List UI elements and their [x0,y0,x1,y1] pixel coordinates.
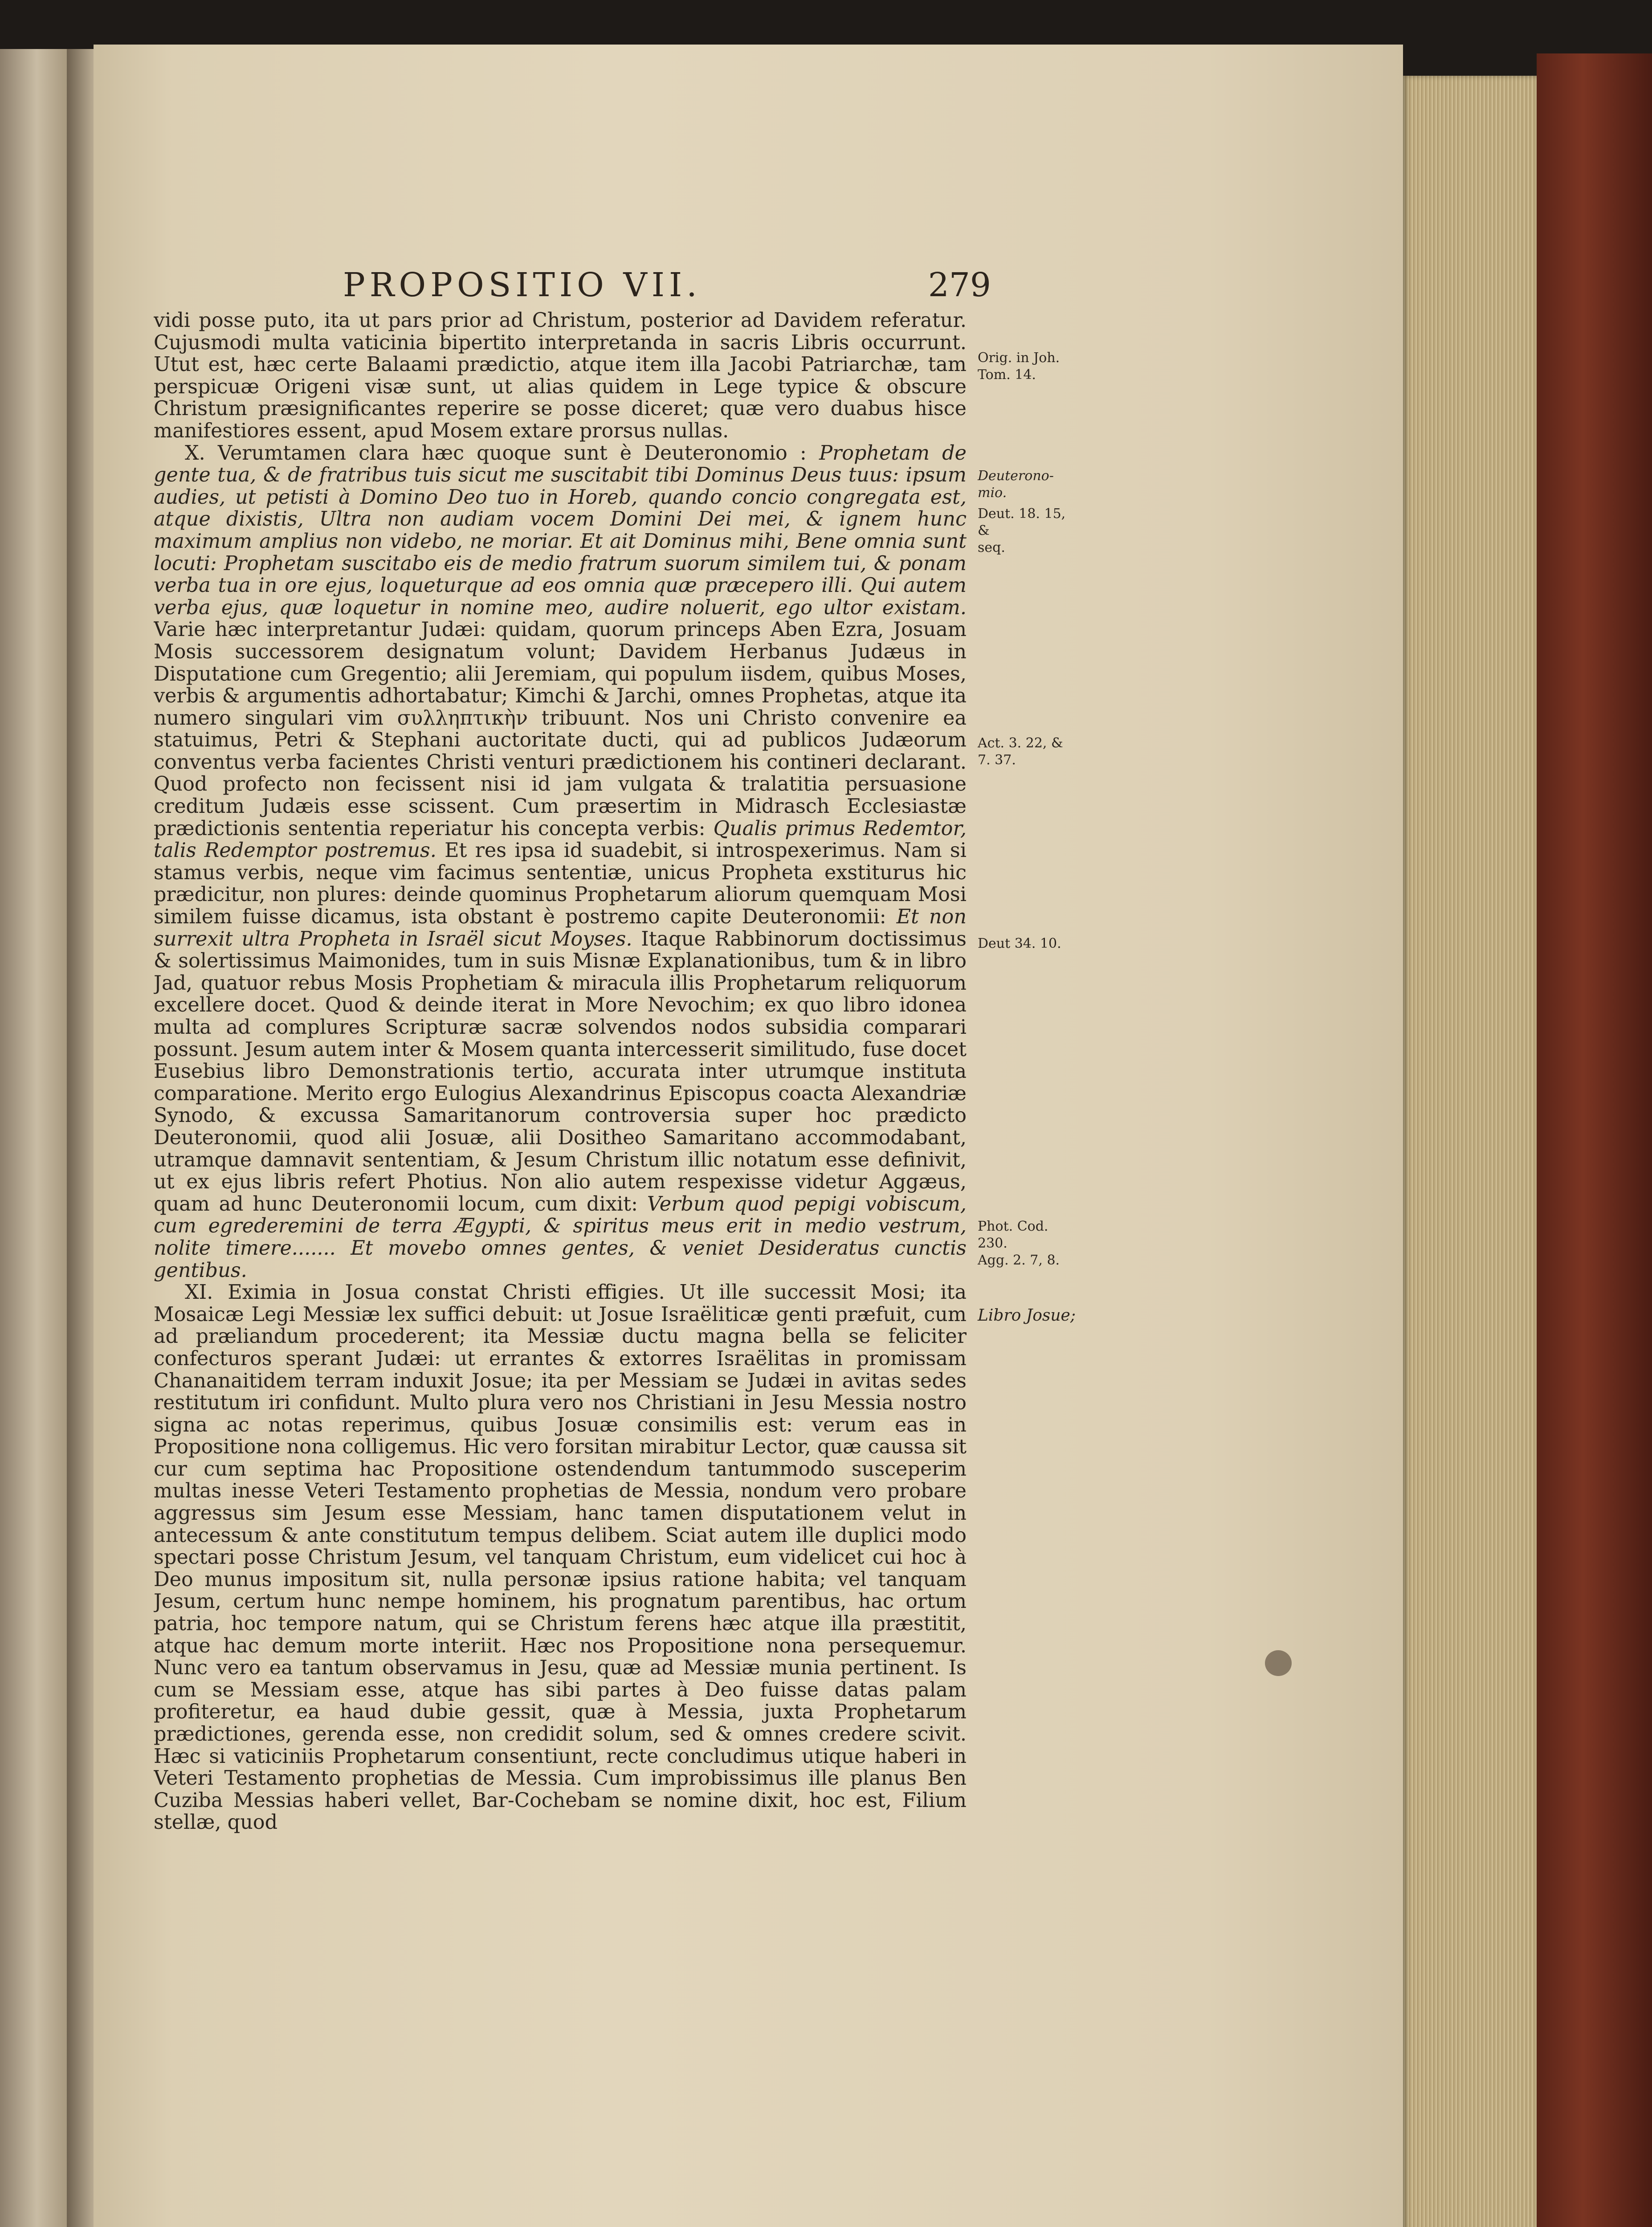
italic-quotation: Prophetam de gente tua, & de fratribus tuis sicut me suscitabit tibi Dominus Deus tuus: ipsum audies, ut petisti à Domino Deo tuo in Horeb, quando concio congregata est, atque dixistis, Ultra non audiam vocem Domini Dei mei, & ignem hunc maximum amplius non videbo, ne moriar. Et ait Dominus mihi, Bene omnia sunt locuti: Prophetam suscitabo eis de medio fratrum suorum similem tui, & ponam verba tua in ore ejus, loqueturque ad eos omnia quæ præcepero illi. Qui autem verba ejus, quæ loquetur in nomine meo, audire noluerit, ego ultor existam. [154,441,967,619]
paragraph-x [154,442,967,1282]
book-gutter [67,49,94,2227]
text-run: Et res ipsa id suadebit, si introspexerimus. Nam si stamus verbis, neque vim facimus sententiæ, unicus Propheta exstiturus hic prædicitur, non plures: deinde quominus Prophetarum aliorum quemquam Mosi similem fuisse dicamus, ista obstant è postremo capite Deuteronomii: [154,839,967,929]
italic-quotation: Qualis primus Redemtor, talis Redemptor postremus. [154,817,967,862]
margin-note-deut34: Deut 34. 10. [978,936,1061,951]
text-run: X. Verumtamen clara hæc quoque sunt è Deuteronomio : [185,441,819,465]
text-run: XI. Eximia in Josua constat Christi effigies. Ut ille successit Mosi; ita Mosaicæ Legi Messiæ lex suffici debuit: ut Josue Israëliticæ genti præfuit, cum ad præliandum procederent; ita Messiæ ductu magna bella se feliciter confecturos sperant Judæi: ut errantes & extorres Israëlitas in promissam Chananaitidem terram induxit Josue; ita per Messiam se Judæi in avitas sedes restitutum iri confidunt. Multo plura vero nos Christiani in Jesu Messia nostro signa ac notas reperimus, quibus Josuæ consimilis est: verum eas in Propositione nona colligemus. Hic vero forsitan mirabitur Lector, quæ caussa sit cur cum septima hac Propositione ostendendum tantummodo susceperim multas inesse Veteri Testamento prophetias de Messia, nondum vero probare aggressus sim Jesum esse Messiam, hanc tamen disputationem velut in antecessum & ante constitutum tempus delibem. Sciat autem ille duplici modo spectari posse Christum Jesum, vel tanquam Christum, eum videlicet cui hoc à Deo munus impositum sit, nulla personæ ipsius ratione habita; vel tanquam Jesum, certum hunc nempe hominem, his prognatum parentibus, hac ortum patria, hoc tempore natum, qui se Christum ferens hæc atque illa præstitit, atque hac demum morte interiit. Hæc nos Propositione nona persequemur. Nunc vero ea tantum observamus in Jesu, quæ ad Messiæ munia pertinent. Is cum se Messiam esse, atque has sibi partes à Deo fuisse datas palam profiteretur, ea haud dubie gessit, quæ à Messia, juxta Prophetarum prædictiones, gerenda esse, non credidit solum, sed & omnes credere scivit. Hæc si vaticiniis Prophetarum consentiunt, recte concludimus utique haberi in Veteri Testamento prophetias de Messia. Cum improbissimus ille planus Ben Cuziba Messias haberi vellet, Bar-Cochebam se nomine dixit, hoc est, Filium stellæ, quod [154,1281,967,1834]
body-text [154,310,967,1877]
text-run: Varie hæc interpretantur Judæi: quidam, quorum princeps Aben Ezra, Josuam Mosis successorem designatum volunt; Davidem Herbanus Judæus in Disputatione cum Gregentio; alii Jeremiam, qui populum iisdem, quibus Moses, verbis & argumentis adhortabatur; Kimchi & Jarchi, omnes Prophetas, atque ita numero singulari vim συλληπτικὴν tribuunt. Nos uni Christo convenire ea statuimus, Petri & Stephani auctoritate ducti, qui ad publicos Judæorum conventus verba facientes Christi venturi prædictionem his contineri declarant. Quod profecto non fecissent nisi id jam vulgata & tralatitia persuasione creditum Judæis esse scissent. Cum præsertim in Midrasch Ecclesiastæ prædictionis sententia reperiatur his concepta verbis: [154,618,967,840]
page-number: 279 [928,266,991,304]
margin-note-orig: Orig. in Joh. Tom. 14. [978,350,1060,383]
italic-quotation: Verbum quod pepigi vobiscum, cum egrederemini de terra Ægypti, & spiritus meus erit in medio vestrum, nolite timere....... Et movebo omnes gentes, & veniet Desideratus cunctis gentibus. [154,1192,967,1282]
page-fore-edge [1403,76,1537,2227]
paragraph-xi [154,1281,967,1834]
margin-note-deuteronomio: Deuterono- mio. [978,468,1054,501]
paragraph-continuation [154,310,967,442]
left-page-edge [0,49,67,2227]
margin-note-josue: Libro Josue; [978,1306,1076,1325]
italic-quotation: Et non surrexit ultra Propheta in Israël sicut Moyses. [154,905,967,950]
running-head: PROPOSITIO VII. [343,266,702,304]
margin-note-phot: Phot. Cod. 230. Agg. 2. 7, 8. [978,1219,1060,1268]
margin-note-deut-ref: Deut. 18. 15, & seq. [978,506,1066,555]
margin-note-act: Act. 3. 22, & 7. 37. [978,735,1063,768]
foxing-spot [1265,1650,1292,1676]
book-binding [1537,53,1652,2227]
text-run: Itaque Rabbinorum doctissimus & solertissimus Maimonides, tum in suis Misnæ Explanationibus, tum & in libro Jad, quatuor rebus Mosis Prophetiam & miracula illis Prophetarum reliquorum excellere docet. Quod & deinde iterat in More Nevochim; ex quo libro idonea multa ad complures Scripturæ sacræ solvendos nodos subsidia comparari possunt. Jesum autem inter & Mosem quanta intercesserit similitudo, fuse docet Eusebius libro Demonstrationis tertio, accurata inter utrumque instituta comparatione. Merito ergo Eulogius Alexandrinus Episcopus coacta Alexandriæ Synodo, & excussa Samaritanorum controversia super hoc prædicto Deuteronomii, quod alii Josuæ, alii Dositheo Samaritano accommodabant, utramque damnavit sententiam, & Jesum Christum illic notatum esse definivit, ut ex ejus libris refert Photius. Non alio autem respexisse videtur Aggæus, quam ad hunc Deuteronomii locum, cum dixit: [154,927,967,1215]
text-run: vidi posse puto, ita ut pars prior ad Christum, posterior ad Davidem referatur. Cujusmodi multa vaticinia bipertito interpretanda in sacris Libris occurrunt. Utut est, hæc certe Balaami prædictio, atque item illa Jacobi Patriarchæ, tam perspicuæ Origeni visæ sunt, ut alias quidem in Lege typice & obscure Christum præsignificantes reperire se posse diceret; quæ vero duabus hisce manifestiores essent, apud Mosem extare prorsus nullas. [154,310,967,442]
